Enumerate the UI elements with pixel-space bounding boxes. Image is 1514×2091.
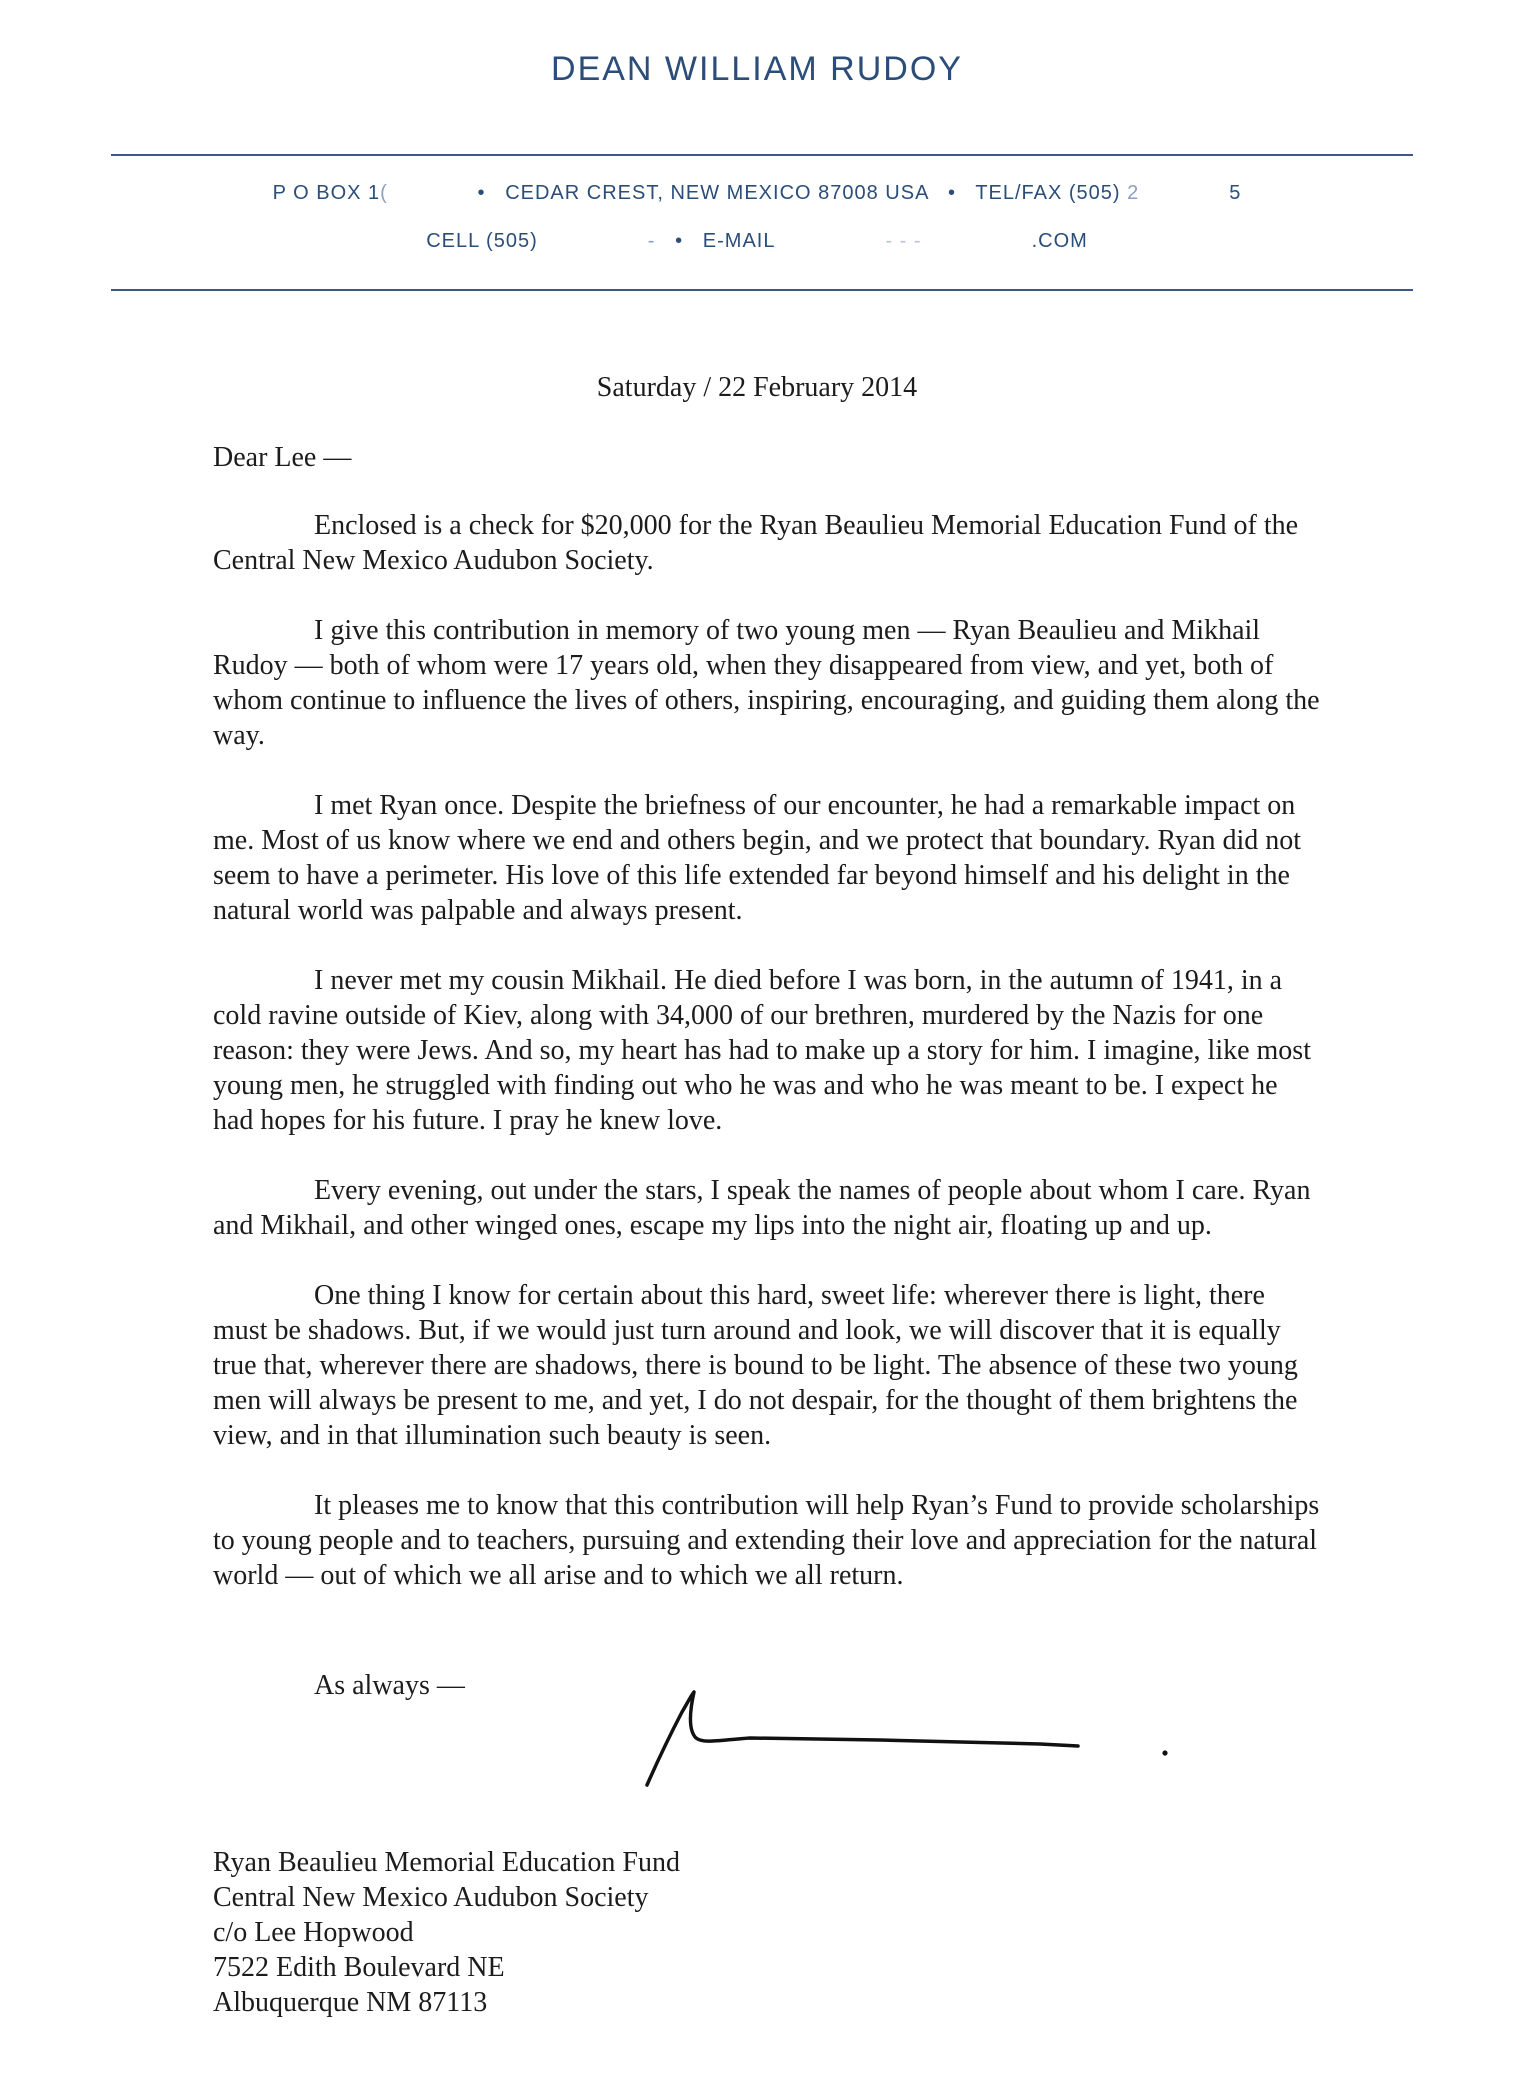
recipient-address <box>213 1845 680 2020</box>
tel-fax-fragment: 2 <box>1127 182 1140 204</box>
email-fragment: - - - <box>885 230 922 252</box>
letterhead-name: DEAN WILLIAM RUDOY <box>551 50 963 88</box>
salutation: Dear Lee — <box>213 442 352 473</box>
bullet: • <box>947 182 956 204</box>
paragraph: Enclosed is a check for $20,000 for the Ryan Beaulieu Memorial Education Fund of the Central New Mexico Audubon Society. <box>213 510 1299 576</box>
redacted-region <box>775 231 885 253</box>
closing: As always — <box>314 1670 465 1701</box>
paragraph: I never met my cousin Mikhail. He died before I was born, in the autumn of 1941, in a cold ravine outside of Kiev, along with 34,000 of our brethren, murdered by the Nazis for one reason: they were Jews. And so, my heart has had to make up a story for him. I imagine, like most young men, he struggled with finding out who he was and who he was meant to be. I expect he had hopes for his future. I pray he knew love. <box>213 965 1311 1136</box>
redacted-region <box>922 231 1032 253</box>
cell: CELL (505) <box>426 230 538 252</box>
letterhead-contact-line-1 <box>0 182 1514 205</box>
handwritten-signature <box>630 1680 1190 1790</box>
bullet: • <box>477 182 486 204</box>
bullet: • <box>675 230 684 252</box>
email-label: E-MAIL <box>702 230 776 252</box>
paragraph: It pleases me to know that this contribution will help Ryan’s Fund to provide scholarships to young people and to teachers, pursuing and extending their love and appreciation for the natural world — out of which we all arise and to which we all return. <box>213 1490 1320 1591</box>
email-domain-end: .COM <box>1031 230 1088 252</box>
city-address: CEDAR CREST, NEW MEXICO 87008 USA <box>505 182 929 204</box>
address-line: 7522 Edith Boulevard NE <box>213 1952 505 1983</box>
po-box: P O BOX 1 <box>272 182 381 204</box>
address-line: Central New Mexico Audubon Society <box>213 1882 649 1913</box>
po-box-fragment: ( <box>380 182 388 204</box>
paragraph: I met Ryan once. Despite the briefness of our encounter, he had a remarkable impact on me. Most of us know where we end and others begin, and we protect that boundary. Ryan did not seem to have a perimeter. His love of this life extended far beyond himself and his delight in the natural world was palpable and always present. <box>213 790 1302 926</box>
paragraph: One thing I know for certain about this hard, sweet life: wherever there is light, there must be shadows. But, if we would just turn around and look, we will discover that it is equally true that, wherever there are shadows, there is bound to be light. The absence of these two young men will always be present to me, and yet, I do not despair, for the thought of them brightens the view, and in that illumination such beauty is seen. <box>213 1280 1298 1451</box>
redacted-region <box>388 183 458 205</box>
letterhead-top-rule <box>111 154 1413 156</box>
address-line: Ryan Beaulieu Memorial Education Fund <box>213 1847 681 1878</box>
address-line: Albuquerque NM 87113 <box>213 1987 488 2018</box>
letter-body <box>213 508 1323 1628</box>
redacted-region <box>538 231 648 253</box>
cell-fragment: - <box>647 230 656 252</box>
paragraph: I give this contribution in memory of two young men — Ryan Beaulieu and Mikhail Rudoy — both of whom were 17 years old, when they disappeared from view, and yet, both of whom continue to influence the lives of others, inspiring, encouraging, and guiding them along the way. <box>213 615 1320 751</box>
tel-fax: TEL/FAX (505) <box>975 182 1121 204</box>
address-line: c/o Lee Hopwood <box>213 1917 414 1948</box>
tel-fax-end: 5 <box>1229 182 1242 204</box>
letter-date: Saturday / 22 February 2014 <box>596 372 918 403</box>
letterhead-contact-line-2 <box>0 230 1514 253</box>
paragraph: Every evening, out under the stars, I speak the names of people about whom I care. Ryan and Mikhail, and other winged ones, escape my lips into the night air, floating up and up. <box>213 1175 1311 1241</box>
redacted-region <box>1139 183 1229 205</box>
letterhead-bottom-rule <box>111 289 1413 291</box>
